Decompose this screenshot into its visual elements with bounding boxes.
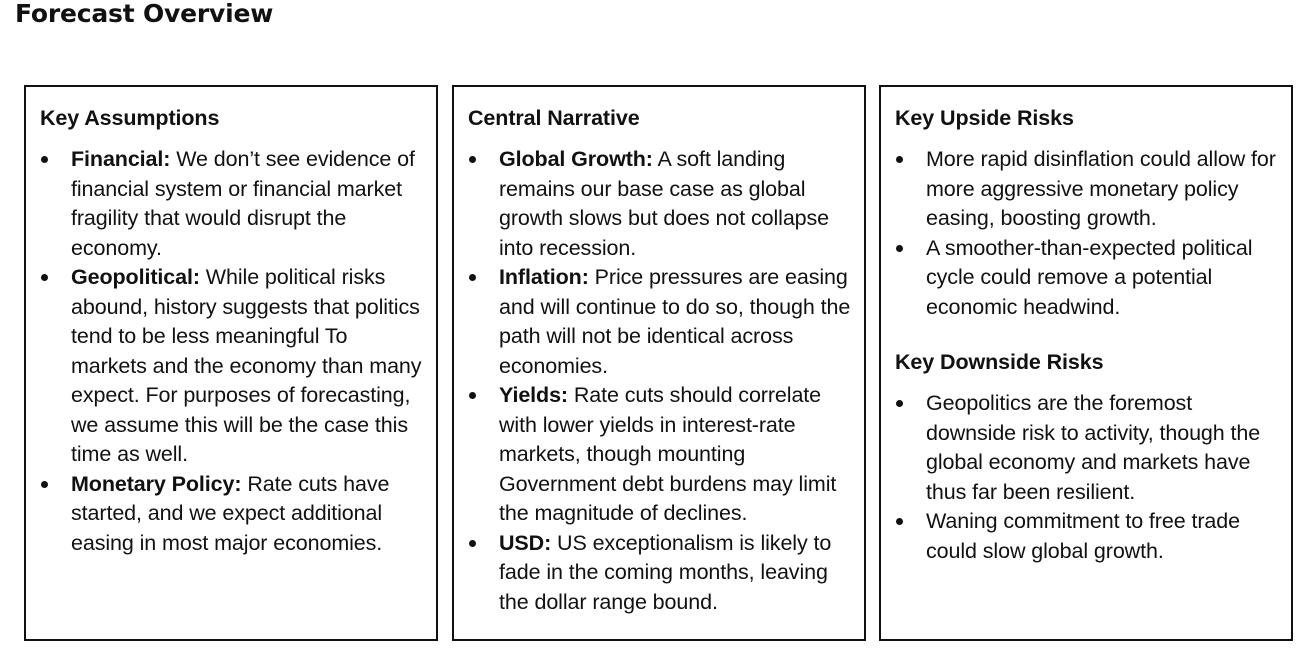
bullet-lead: Yields:: [499, 383, 568, 407]
panel-heading: Key Upside Risks: [895, 106, 1074, 130]
bullet-lead: Financial:: [71, 147, 171, 171]
bullet-lead: Inflation:: [499, 265, 589, 289]
bullet-text: Geopolitics are the foremost downside risk to activity, though the global economy and markets have thus far been resilient.: [926, 391, 1261, 504]
bullet-text: Price pressures are easing and will continue to do so, though the path will not be identical across economies.: [499, 265, 851, 378]
bullet-lead: Monetary Policy:: [71, 471, 242, 496]
bullet-text: US exceptionalism is likely to fade in the coming months, leaving the dollar range bound.: [499, 530, 832, 614]
bullet-lead: USD:: [499, 530, 552, 555]
bullet-list: [895, 389, 1281, 566]
panel-heading: Central Narrative: [468, 106, 640, 130]
list-item: [895, 234, 1281, 323]
bullet-text: While political risks abound, history suggests that politics tend to be less meaningful To markets and the economy than many expect. For purposes of forecasting, we assume this will be the case this time as well.: [71, 265, 422, 466]
page-title: Forecast Overview: [15, 0, 274, 28]
bullet-lead: Geopolitical:: [71, 265, 200, 289]
key-assumptions-panel: [24, 85, 438, 641]
list-item: [40, 263, 426, 470]
central-narrative-panel: [452, 85, 866, 641]
list-item: [40, 145, 426, 263]
bullet-text: A smoother-than-expected political cycle could remove a potential economic headwind.: [926, 235, 1253, 319]
list-item: [895, 389, 1281, 507]
list-item: [468, 263, 854, 381]
list-item: [895, 507, 1281, 566]
list-item: [468, 145, 854, 263]
risks-panel: [879, 85, 1293, 641]
list-item: [40, 470, 426, 559]
list-item: [468, 381, 854, 529]
bullet-text: More rapid disinflation could allow for more aggressive monetary policy easing, boosting growth.: [926, 147, 1276, 230]
bullet-text: Rate cuts have started, and we expect additional easing in most major economies.: [71, 471, 390, 555]
bullet-text: We don’t see evidence of financial system or financial market fragility that would disrupt the economy.: [71, 147, 415, 260]
bullet-list: [468, 145, 854, 617]
bullet-text: Rate cuts should correlate with lower yields in interest-rate markets, though mounting Government debt burdens may limit the magnitude of declines.: [499, 383, 837, 525]
bullet-text: Waning commitment to free trade could slow global growth.: [926, 509, 1240, 563]
list-item: [895, 145, 1281, 234]
bullet-list: [40, 145, 426, 558]
panel-heading: Key Assumptions: [40, 106, 220, 130]
bullet-text: A soft landing remains our base case as global growth slows but does not collapse into recession.: [499, 147, 830, 260]
bullet-lead: Global Growth:: [499, 147, 653, 171]
bullet-list: [895, 145, 1281, 322]
list-item: [468, 529, 854, 618]
panel-heading: Key Downside Risks: [895, 350, 1104, 374]
